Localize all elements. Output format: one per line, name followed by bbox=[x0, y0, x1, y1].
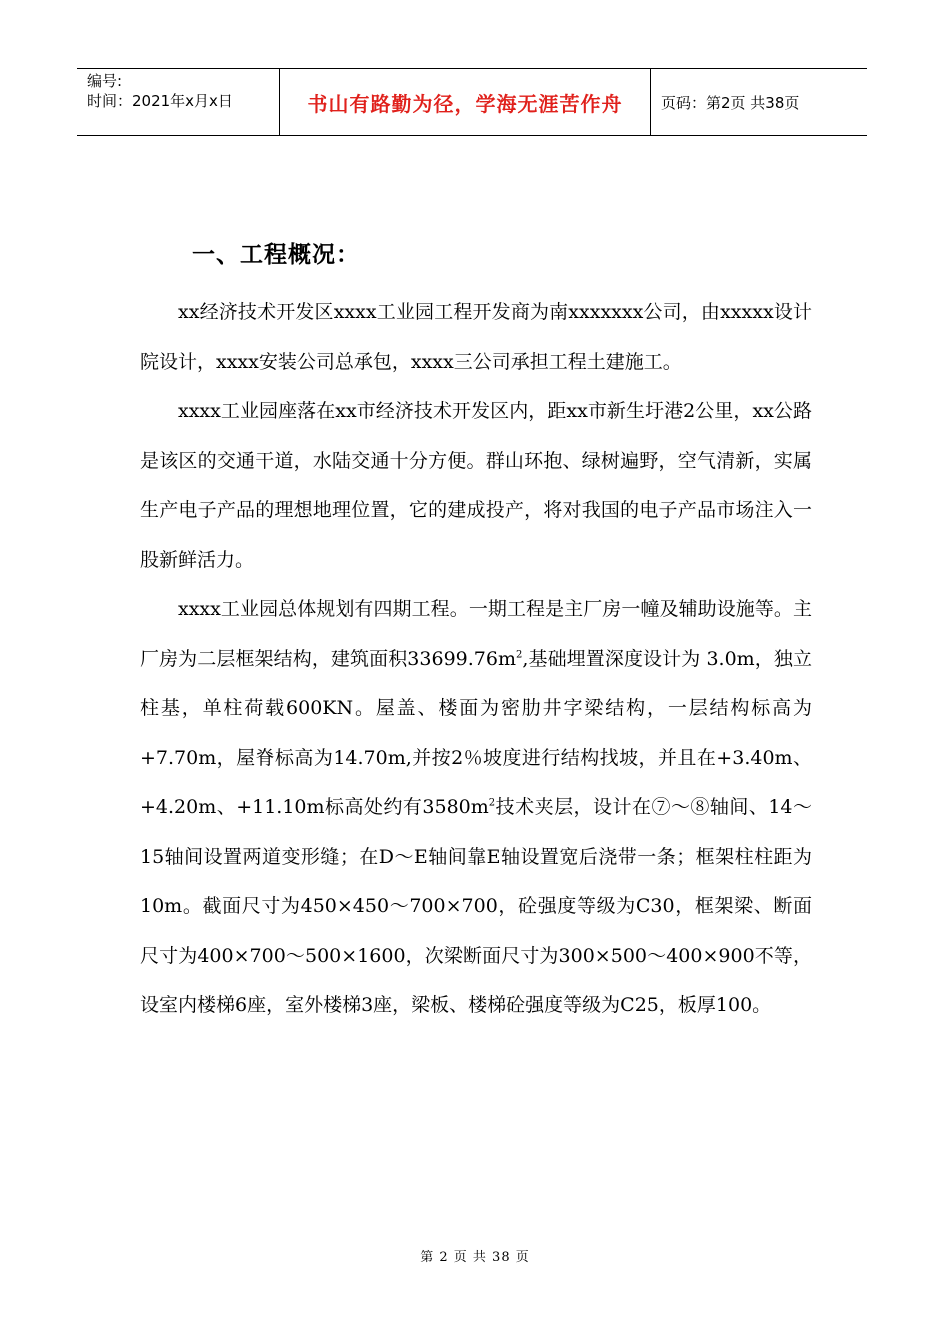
paragraph-location: xxxx工业园座落在xx市经济技术开发区内，距xx市新生圩港2公里，xx公路是该区的交通干道，水陆交通十分方便。群山环抱、绿树遍野，空气清新，实属生产电子产品的理想地理位置，它的建成投产，将对我国的电子产品市场注入一股新鲜活力。 bbox=[140, 400, 812, 571]
header-page-number: 页码：第2页 共38页 bbox=[661, 93, 800, 112]
paragraph-structure-part-3: 技术夹层，设计在⑦～⑧轴间、14～15轴间设置两道变形缝；在D～E轴间靠E轴设置宽后浇带一条；框架柱柱距为10m。截面尺寸为450×450～700×700，砼强度等级为C30，框架梁、断面尺寸为400×700～500×1600，次梁断面尺寸为300×500～400×900不等，设室内楼梯6座，室外楼梯3座，梁板、楼梯砼强度等级为C25，板厚100。 bbox=[140, 796, 812, 1016]
paragraph-structure-part-2: ,基础埋置深度设计为 3.0m，独立柱基，单柱荷载600KN。屋盖、楼面为密肋井字梁结构，一层结构标高为+7.70m，屋脊标高为14.70m,并按2％坡度进行结构找坡，并且在+3.40m、+4.20m、+11.10m标高处约有3580m bbox=[140, 647, 812, 818]
header-motto: 书山有路勤为径，学海无涯苦作舟 bbox=[280, 69, 651, 135]
section-heading: 一、工程概况： bbox=[192, 242, 360, 268]
document-number-label: 编号: bbox=[87, 72, 123, 90]
paragraph-developer: xx经济技术开发区xxxx工业园工程开发商为南xxxxxxx公司，由xxxxx设计院设计，xxxx安装公司总承包，xxxx三公司承担工程土建施工。 bbox=[140, 301, 812, 373]
paragraph-structure-part-1: xxxx工业园总体规划有四期工程。一期工程是主厂房一幢及辅助设施等。主厂房为二层框架结构，建筑面积33699.76m bbox=[140, 598, 812, 670]
document-date-label: 时间：2021年x月x日 bbox=[87, 92, 233, 110]
superscript-squared: 2 bbox=[488, 797, 496, 809]
superscript-squared: 2 bbox=[515, 649, 523, 661]
document-body bbox=[140, 288, 812, 1031]
header-meta-cell bbox=[77, 69, 280, 135]
paragraph-structure bbox=[140, 585, 812, 1031]
page-footer: 第 2 页 共 38 页 bbox=[420, 1250, 530, 1265]
page-header bbox=[77, 68, 867, 136]
